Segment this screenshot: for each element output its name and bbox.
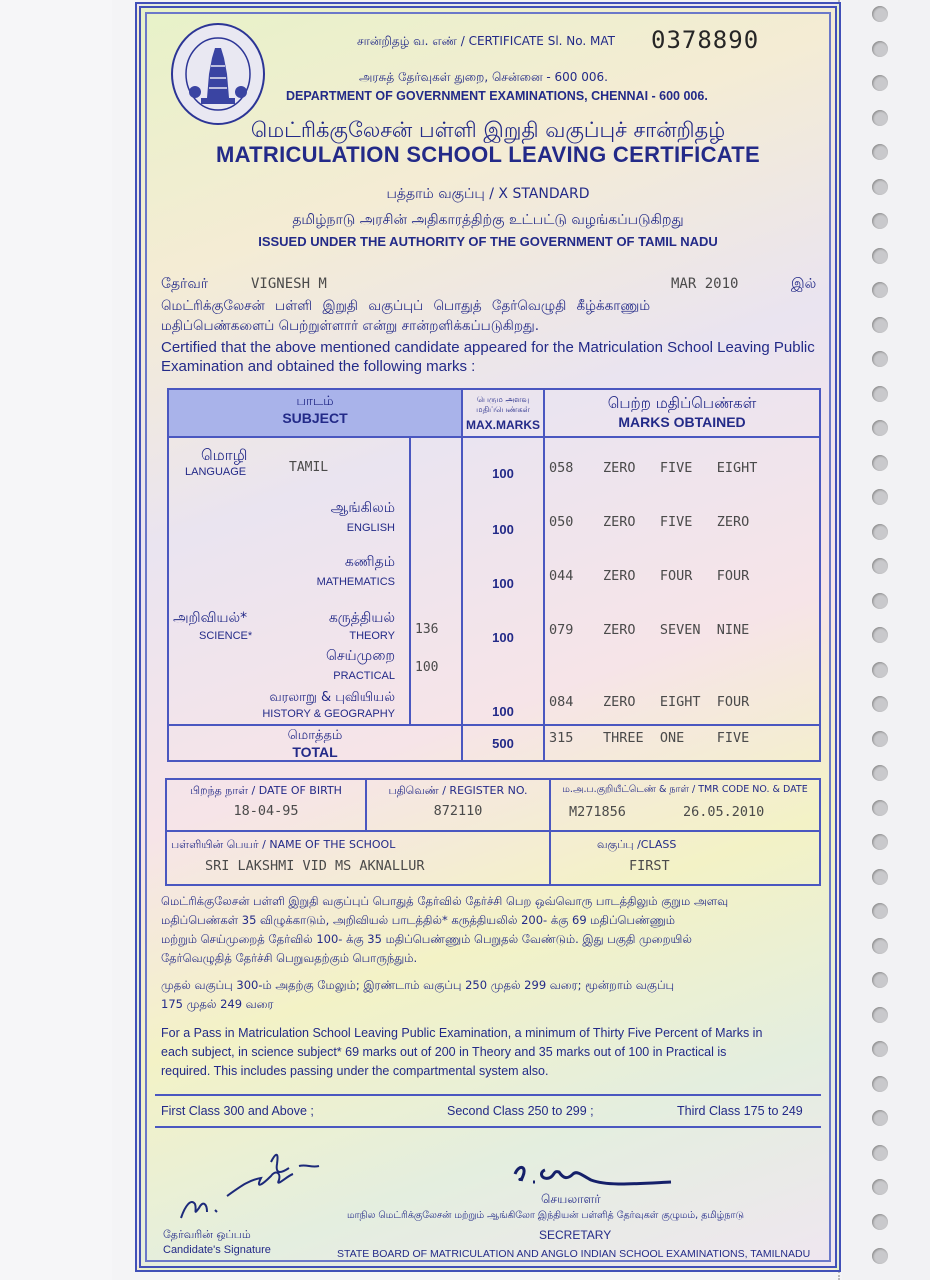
- theory-tamil: கருத்தியல்: [328, 610, 395, 626]
- science-tamil: அறிவியல்*: [173, 610, 248, 626]
- practical-english: PRACTICAL: [333, 670, 395, 682]
- science-marks: 079: [549, 622, 574, 638]
- certified-text-english: Certified that the above mentioned candidate appeared for the Matriculation School Leaving Public Examination and obtained the following marks :: [161, 339, 815, 375]
- candidate-signature-label-tamil: தேர்வரின் ஒப்பம்: [163, 1228, 251, 1241]
- max-marks-header-tamil: பெரும அளவு மதிப்பெண்கள்: [476, 395, 530, 414]
- school-label: பள்ளியின் பெயர் / NAME OF THE SCHOOL: [171, 838, 396, 851]
- pass-rules-tamil-line-4: தேர்வெழுதித் தேர்ச்சி பெறுவதற்கும் பொருந்தும்.: [161, 951, 418, 965]
- feed-hole: [872, 420, 888, 436]
- pass-rules-tamil: [161, 892, 826, 968]
- dob-value: 18-04-95: [233, 803, 299, 819]
- science-marks-words: ZERO SEVEN NINE: [603, 622, 750, 638]
- title-english: MATRICULATION SCHOOL LEAVING CERTIFICATE: [215, 142, 761, 167]
- feed-hole: [872, 110, 888, 126]
- tmr-cell: [551, 780, 819, 832]
- school-name: SRI LAKSHMI VID MS AKNALLUR: [205, 858, 425, 874]
- feed-hole: [872, 869, 888, 885]
- pass-rules-english: [161, 1024, 831, 1081]
- background-left: [0, 0, 112, 1280]
- register-label: பதிவெண் / REGISTER NO.: [388, 784, 528, 797]
- max-marks-header: [462, 389, 544, 437]
- feed-hole: [872, 386, 888, 402]
- feed-hole: [872, 731, 888, 747]
- register-cell: [367, 780, 551, 832]
- class-rules-tamil-line-2: 175 முதல் 249 வரை: [161, 997, 274, 1011]
- candidate-signature-label-english: Candidate's Signature: [163, 1244, 271, 1256]
- total-max: 500: [492, 736, 514, 751]
- secretary-english: SECRETARY: [539, 1228, 612, 1242]
- total-english: TOTAL: [292, 744, 338, 760]
- science-max: 100: [492, 630, 514, 645]
- history-marks: 084: [549, 694, 574, 710]
- theory-value: 136: [415, 622, 439, 637]
- maths-marks: 044: [549, 568, 574, 584]
- subjects-cell: [168, 437, 410, 725]
- board-name-english: STATE BOARD OF MATRICULATION AND ANGLO INDIAN SCHOOL EXAMINATIONS, TAMILNADU: [337, 1248, 811, 1260]
- class-label: வகுப்பு /CLASS: [597, 838, 677, 851]
- feed-hole: [872, 765, 888, 781]
- marks-obtained-header-tamil: பெற்ற மதிப்பெண்கள்: [607, 394, 757, 412]
- feed-hole: [872, 455, 888, 471]
- dob-label: பிறந்த நாள் / DATE OF BIRTH: [190, 784, 342, 797]
- divider: [155, 1126, 821, 1128]
- feed-hole: [872, 144, 888, 160]
- language-name: TAMIL: [289, 460, 329, 475]
- dob-cell: [167, 780, 367, 832]
- feed-hole: [872, 41, 888, 57]
- feed-hole: [872, 593, 888, 609]
- max-marks-cell: [462, 437, 544, 725]
- science-english: SCIENCE*: [199, 630, 253, 642]
- candidate-signature-icon: [171, 1146, 341, 1224]
- exam-session: MAR 2010: [671, 276, 739, 292]
- certificate-number-label: சான்றிதழ் வ. எண் / CERTIFICATE Sl. No. MAT: [357, 34, 615, 48]
- feed-hole: [872, 1179, 888, 1195]
- feed-hole: [872, 972, 888, 988]
- standard: பத்தாம் வகுப்பு / X STANDARD: [386, 186, 590, 202]
- feed-hole: [872, 662, 888, 678]
- practical-tamil: செய்முறை: [326, 648, 395, 664]
- total-label-cell: [168, 725, 462, 761]
- certified-text-tamil-2: மதிப்பெண்களைப் பெற்றுள்ளார் என்று சான்றளிக்கப்படுகிறது.: [161, 318, 540, 334]
- feed-hole: [872, 1214, 888, 1230]
- maths-tamil: கணிதம்: [344, 554, 395, 570]
- feed-hole: [872, 938, 888, 954]
- divider: [155, 1094, 821, 1096]
- tmr-code: M271856: [569, 804, 626, 820]
- feed-hole: [872, 351, 888, 367]
- feed-hole: [872, 627, 888, 643]
- pass-rules-tamil-line-2: மதிப்பெண்கள் 35 விழுக்காடும், அறிவியல் பாடத்தில்* கருத்தியலில் 200- க்கு 69 மதிப்பெண்ணும்: [161, 913, 676, 927]
- english-max: 100: [492, 522, 514, 537]
- total-marks-cell: [544, 725, 820, 761]
- maths-label: MATHEMATICS: [316, 576, 395, 588]
- feed-hole: [872, 213, 888, 229]
- class-rules-tamil-line-1: முதல் வகுப்பு 300-ம் அதற்கு மேலும்; இரண்டாம் வகுப்பு 250 முதல் 299 வரை; மூன்றாம் வகுப்பு: [161, 978, 675, 992]
- history-marks-words: ZERO EIGHT FOUR: [603, 694, 750, 710]
- feed-hole: [872, 317, 888, 333]
- english-subject-tamil: ஆங்கிலம்: [330, 500, 395, 516]
- english-subject-label: ENGLISH: [346, 522, 395, 534]
- authority-english: ISSUED UNDER THE AUTHORITY OF THE GOVERNMENT OF TAMIL NADU: [258, 234, 718, 249]
- feed-hole: [872, 489, 888, 505]
- class-value: FIRST: [629, 858, 670, 874]
- feed-hole: [872, 1076, 888, 1092]
- certificate-number: 0378890: [651, 26, 760, 54]
- class-cell: [551, 832, 819, 884]
- secretary-signature-icon: [511, 1158, 681, 1194]
- total-max-cell: [462, 725, 544, 761]
- language-marks: 058: [549, 460, 574, 476]
- candidate-name: VIGNESH M: [251, 276, 327, 292]
- authority-tamil: தமிழ்நாடு அரசின் அதிகாரத்திற்கு உட்பட்டு வழங்கப்படுகிறது: [292, 212, 684, 228]
- feed-hole: [872, 75, 888, 91]
- pass-rules-english-line-2: each subject, in science subject* 69 marks out of 200 in Theory and 35 marks out of 100 in Practical is: [161, 1045, 727, 1059]
- register-number: 872110: [433, 803, 483, 819]
- language-marks-words: ZERO FIVE EIGHT: [603, 460, 758, 476]
- pass-rules-english-line-3: required. This includes passing under the compartmental system also.: [161, 1064, 549, 1078]
- tamilnadu-emblem-icon: [169, 22, 267, 126]
- feed-hole: [872, 524, 888, 540]
- secretary-tamil: செயலாளர்: [541, 1192, 601, 1206]
- feed-hole: [872, 179, 888, 195]
- science-split-cell: [410, 437, 462, 725]
- certified-text-tamil-1: மெட்ரிக்குலேசன் பள்ளி இறுதி வகுப்புப் பொதுத் தேர்வெழுதி கீழ்க்காணும்: [161, 298, 651, 314]
- language-tamil: மொழி: [201, 446, 248, 464]
- feed-hole: [872, 248, 888, 264]
- details-box: [165, 778, 821, 886]
- pass-rules-english-line-1: For a Pass in Matriculation School Leaving Public Examination, a minimum of Thirty Five Percent of Marks in: [161, 1026, 763, 1040]
- language-max: 100: [492, 466, 514, 481]
- english-marks-words: ZERO FIVE ZERO: [603, 514, 750, 530]
- pass-rules-tamil-line-1: மெட்ரிக்குலேசன் பள்ளி இறுதி வகுப்புப் பொதுத் தேர்வில் தேர்ச்சி பெற ஒவ்வொரு பாடத்திலும் குறும அளவு: [161, 894, 729, 908]
- feed-hole: [872, 1110, 888, 1126]
- feed-hole: [872, 1041, 888, 1057]
- total-marks-words: THREE ONE FIVE: [603, 730, 750, 746]
- marks-obtained-header: [544, 389, 820, 437]
- department-tamil: அரசுத் தேர்வுகள் துறை, சென்னை - 600 006.: [359, 70, 608, 84]
- feed-hole: [872, 282, 888, 298]
- english-marks: 050: [549, 514, 574, 530]
- subject-header: [168, 389, 462, 437]
- history-tamil: வரலாறு & புவியியல்: [269, 690, 395, 705]
- candidate-label: தேர்வர்: [161, 276, 209, 292]
- third-class-rule: Third Class 175 to 249: [677, 1104, 803, 1118]
- history-english: HISTORY & GEOGRAPHY: [262, 708, 395, 720]
- history-max: 100: [492, 704, 514, 719]
- language-english: LANGUAGE: [185, 466, 247, 478]
- total-tamil: மொத்தம்: [287, 728, 343, 743]
- first-class-rule: First Class 300 and Above ;: [161, 1104, 314, 1118]
- board-name-tamil: மாநில மெட்ரிக்குலேசன் மற்றும் ஆங்கிலோ இந்தியன் பள்ளித் தேர்வுகள் குழுமம், தமிழ்நாடு: [347, 1210, 744, 1221]
- practical-value: 100: [415, 660, 439, 675]
- total-marks: 315: [549, 730, 574, 746]
- maths-max: 100: [492, 576, 514, 591]
- feed-hole: [872, 6, 888, 22]
- marks-obtained-cell: [544, 437, 820, 725]
- feed-hole: [872, 800, 888, 816]
- second-class-rule: Second Class 250 to 299 ;: [447, 1104, 594, 1118]
- pass-rules-tamil-line-3: மற்றும் செய்முறைத் தேர்வில் 100- க்கு 35 மதிப்பெண்ணும் பெறுதல் வேண்டும். இது பகுதி முறையில்: [161, 932, 692, 946]
- candidate-suffix: இல்: [791, 276, 817, 292]
- maths-marks-words: ZERO FOUR FOUR: [603, 568, 750, 584]
- marks-obtained-header-english: MARKS OBTAINED: [618, 414, 746, 430]
- marks-table: [167, 388, 821, 762]
- feed-hole: [872, 1145, 888, 1161]
- subject-header-english: SUBJECT: [282, 410, 348, 426]
- feed-hole: [872, 834, 888, 850]
- feed-hole: [872, 696, 888, 712]
- tmr-label: ம.அ.ப.குறியீட்டெண் & நாள் / TMR CODE NO. & DATE: [562, 784, 808, 795]
- feed-hole: [872, 1248, 888, 1264]
- theory-english: THEORY: [349, 630, 395, 642]
- school-cell: [167, 832, 551, 884]
- department-english: DEPARTMENT OF GOVERNMENT EXAMINATIONS, CHENNAI - 600 006.: [286, 89, 708, 103]
- certificate: [135, 2, 841, 1272]
- feed-hole: [872, 558, 888, 574]
- feed-hole: [872, 1007, 888, 1023]
- class-rules-tamil: [161, 976, 826, 1014]
- title-tamil: மெட்ரிக்குலேசன் பள்ளி இறுதி வகுப்புச் சான்றிதழ்: [250, 118, 726, 142]
- feed-hole: [872, 903, 888, 919]
- subject-header-tamil: பாடம்: [296, 394, 334, 409]
- tmr-date: 26.05.2010: [683, 804, 765, 820]
- max-marks-header-english: MAX.MARKS: [466, 418, 540, 432]
